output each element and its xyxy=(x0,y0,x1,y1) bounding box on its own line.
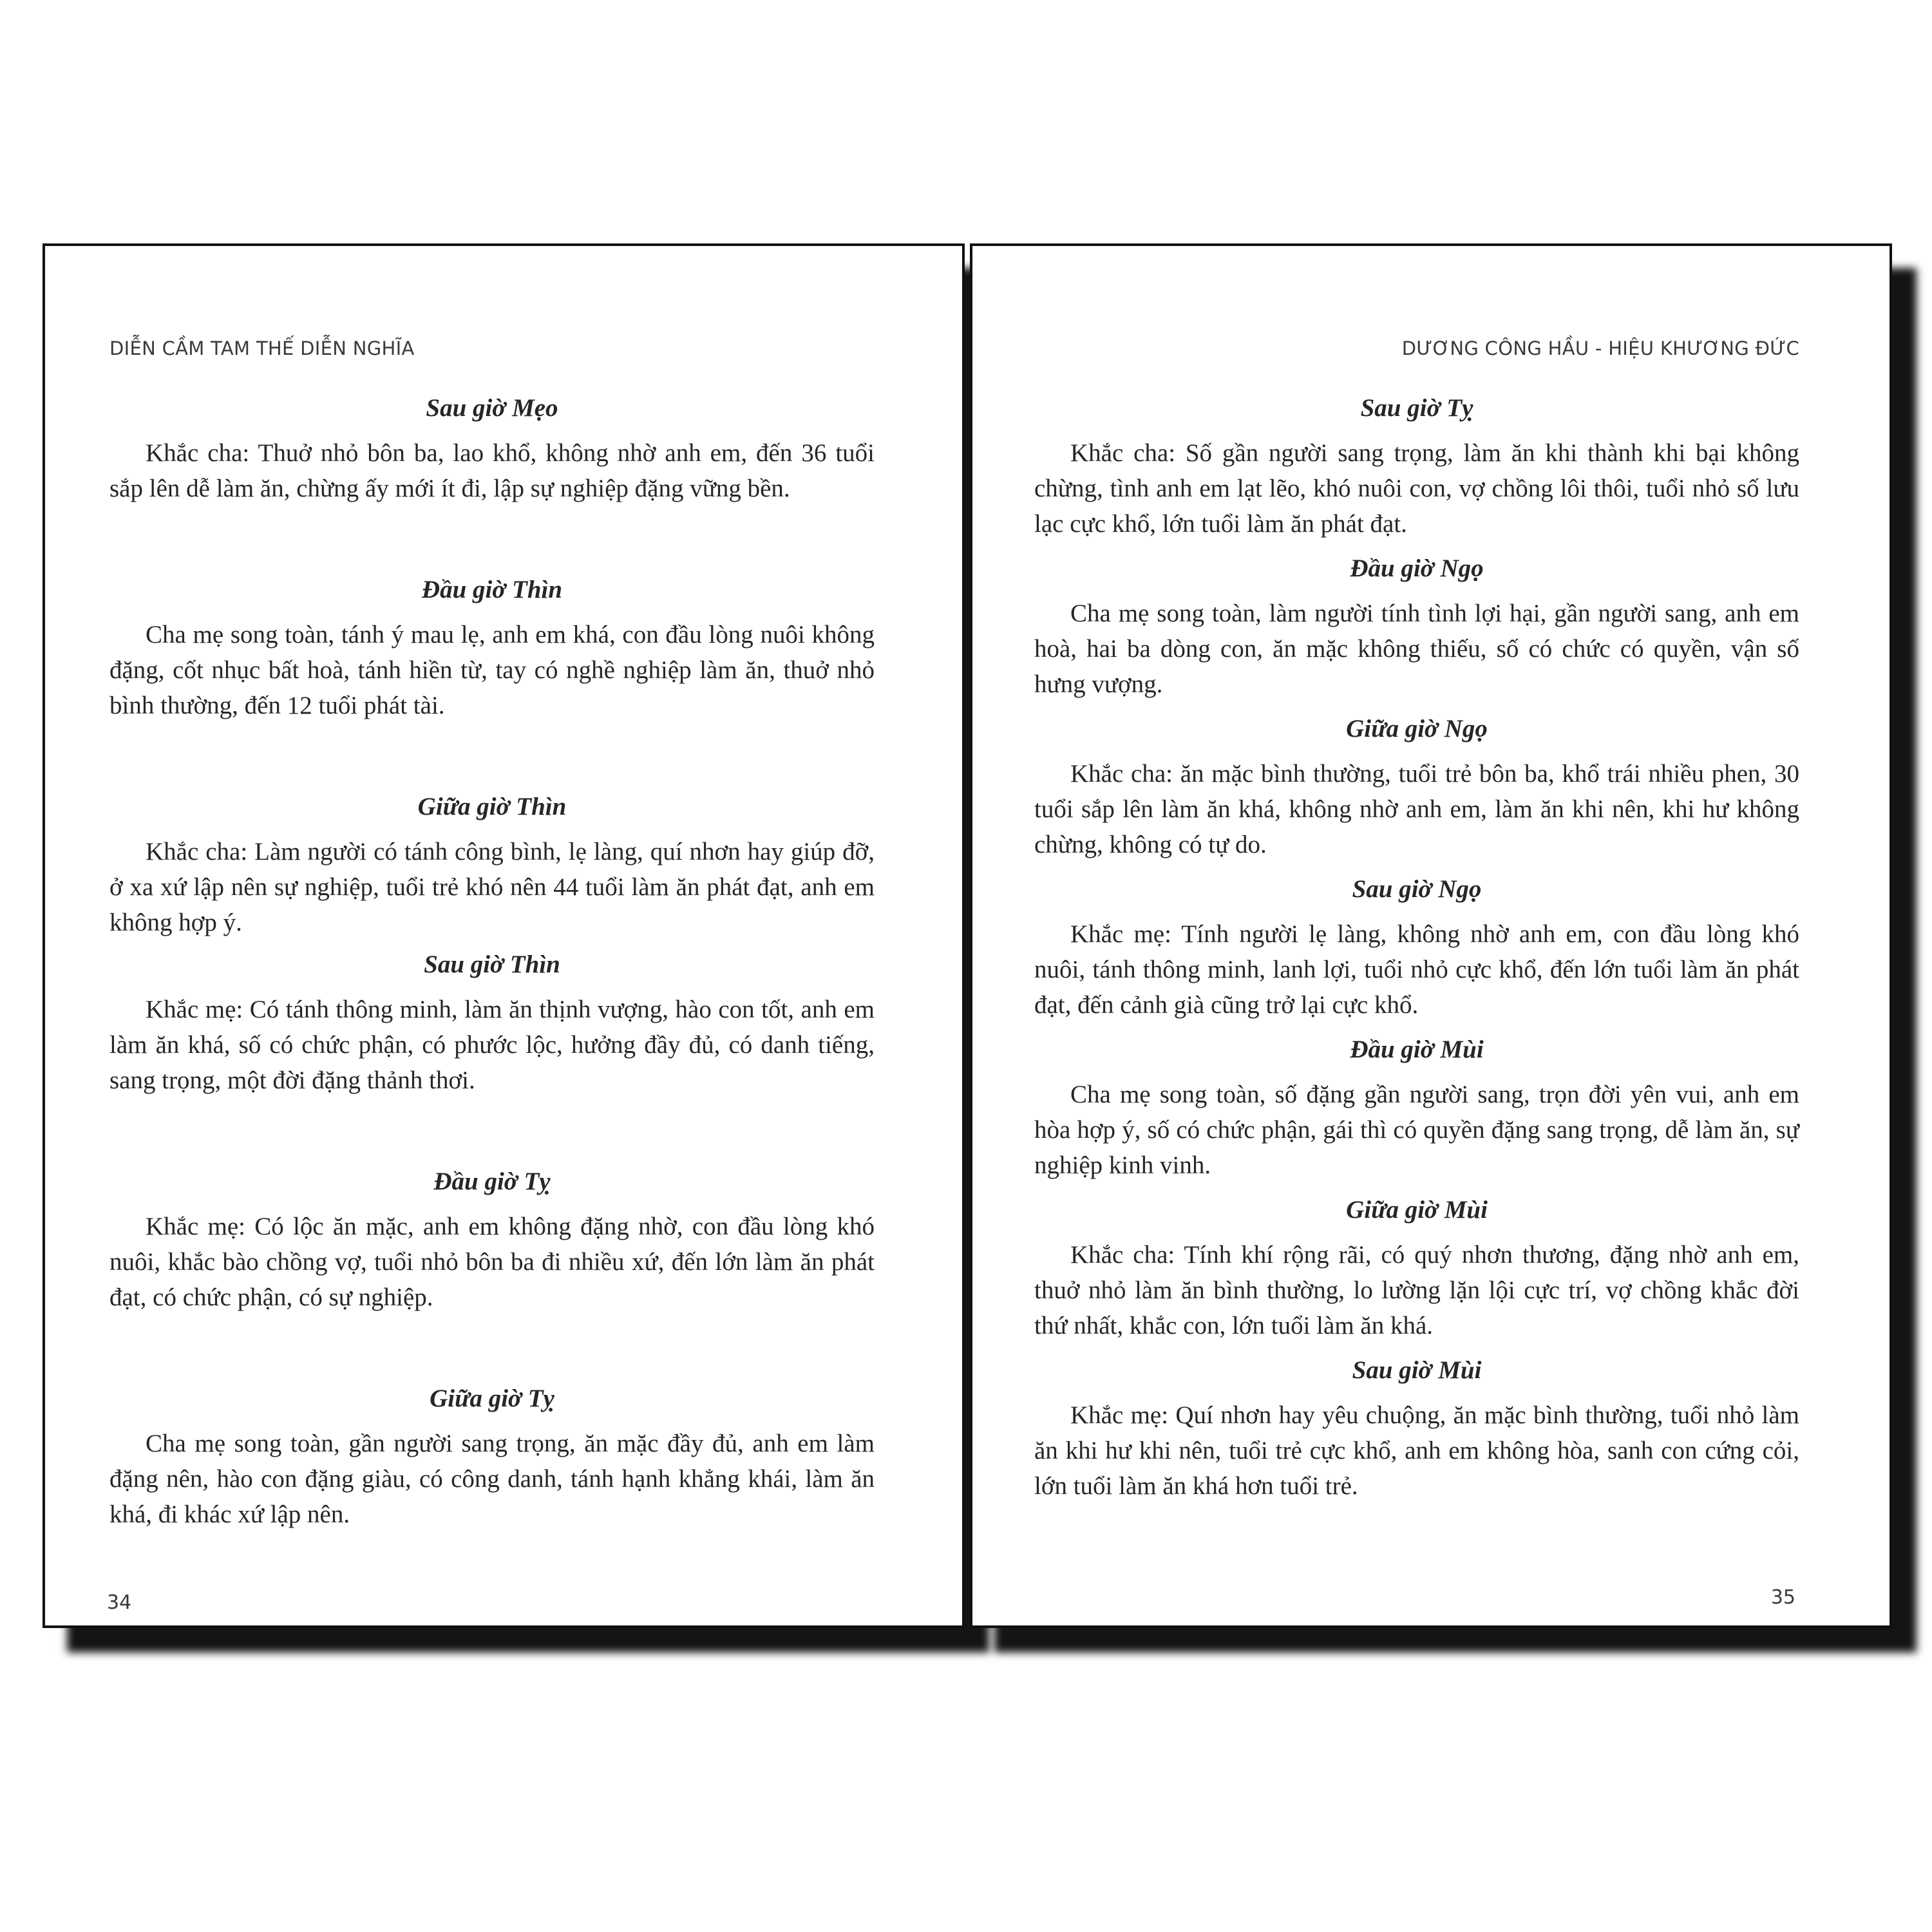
right-page-number: 35 xyxy=(1770,1586,1795,1609)
section-heading: Sau giờ Thìn xyxy=(424,951,560,978)
section-text: Khắc mẹ: Có tánh thông minh, làm ăn thịnh vượng, hào con tốt, anh em làm ăn khá, số có chức phận, có phước lộc, hưởng đầy đủ, có danh tiếng, sang trọng, một đời đặng thảnh thơi. xyxy=(109,996,875,1094)
section-heading: Đầu giờ Mùi xyxy=(1350,1036,1484,1063)
section-heading: Đầu giờ Thìn xyxy=(421,576,563,603)
section-heading: Sau giờ Mùi xyxy=(1352,1356,1482,1384)
section-sau-gio-ngo xyxy=(1034,871,1799,1023)
section-text: Khắc mẹ: Quí nhơn hay yêu chuộng, ăn mặc bình thường, tuổi nhỏ làm ăn khi hư khi nên, tuổi trẻ cực khổ, anh em không hòa, sanh con cứng cỏi, lớn tuổi làm ăn khá hơn tuổi trẻ. xyxy=(1034,1401,1799,1500)
section-heading: Giữa giờ Ngọ xyxy=(1346,715,1488,743)
left-body xyxy=(109,390,875,1598)
section-heading: Giữa giờ Tỵ xyxy=(430,1385,554,1412)
right-page xyxy=(970,243,1892,1628)
section-sau-gio-thin xyxy=(109,947,875,1098)
section-text: Cha mẹ song toàn, số đặng gần người sang, trọn đời yên vui, anh em hòa hợp ý, số có chức phận, gái thì có quyền đặng sang trọng, dễ làm ăn, sự nghiệp kinh vinh. xyxy=(1034,1081,1799,1179)
section-text: Khắc cha: Thuở nhỏ bôn ba, lao khổ, không nhờ anh em, đến 36 tuổi sắp lên dễ làm ăn, chừng ấy mới ít đi, lập sự nghiệp đặng vững bền. xyxy=(109,439,875,502)
section-sau-gio-meo xyxy=(109,390,875,506)
section-dau-gio-ngo xyxy=(1034,551,1799,702)
section-heading: Sau giờ Ngọ xyxy=(1352,875,1482,903)
left-running-head: DIỄN CẦM TAM THẾ DIỄN NGHĨA xyxy=(109,337,415,359)
section-dau-gio-thin xyxy=(109,572,875,723)
section-heading: Đầu giờ Tỵ xyxy=(433,1168,551,1195)
right-running-head: DƯƠNG CÔNG HẦU - HIỆU KHƯƠNG ĐỨC xyxy=(1401,337,1799,359)
section-giua-gio-ngo xyxy=(1034,711,1799,862)
section-text: Cha mẹ song toàn, làm người tính tình lợi hại, gần người sang, anh em hoà, hai ba dòng con, ăn mặc không thiếu, số có chức có quyền, vận số hưng vượng. xyxy=(1034,600,1799,698)
section-dau-gio-ty xyxy=(109,1164,875,1315)
section-text: Khắc mẹ: Có lộc ăn mặc, anh em không đặng nhờ, con đầu lòng khó nuôi, khắc bào chồng vợ, tuổi nhỏ bôn ba đi nhiều xứ, đến lớn làm ăn phát đạt, có chức phận, có sự nghiệp. xyxy=(109,1213,875,1311)
section-text: Khắc mẹ: Tính người lẹ làng, không nhờ anh em, con đầu lòng khó nuôi, tánh thông minh, lanh lợi, tuổi nhỏ cực khổ, đến lớn tuổi làm ăn phát đạt, đến cảnh già cũng trở lại cực khổ. xyxy=(1034,920,1799,1019)
section-heading: Giữa giờ Thìn xyxy=(417,793,567,820)
section-text: Cha mẹ song toàn, gần người sang trọng, ăn mặc đầy đủ, anh em làm đặng nên, hào con đặng giàu, có công danh, tánh hạnh khẳng khái, làm ăn khá, đi khác xứ lập nên. xyxy=(109,1430,875,1528)
left-page-number: 34 xyxy=(107,1591,132,1614)
section-heading: Giữa giờ Mùi xyxy=(1346,1196,1488,1224)
section-text: Khắc cha: Số gần người sang trọng, làm ăn khi thành khi bại không chừng, tình anh em lạt lẽo, khó nuôi con, vợ chồng lôi thôi, tuổi nhỏ số lưu lạc cực khổ, lớn tuổi làm ăn phát đạt. xyxy=(1034,439,1799,538)
section-text: Khắc cha: Tính khí rộng rãi, có quý nhơn thương, đặng nhờ anh em, thuở nhỏ làm ăn bình thường, lo lường lặn lội cực trí, vợ chồng khắc đời thứ nhất, khắc con, lớn tuổi làm ăn khá. xyxy=(1034,1241,1799,1340)
section-heading: Sau giờ Mẹo xyxy=(426,394,558,422)
section-dau-gio-mui xyxy=(1034,1032,1799,1183)
section-giua-gio-ty xyxy=(109,1381,875,1532)
section-text: Khắc cha: Làm người có tánh công bình, lẹ làng, quí nhơn hay giúp đỡ, ở xa xứ lập nên sự nghiệp, tuổi trẻ khó nên 44 tuổi làm ăn phát đạt, anh em không hợp ý. xyxy=(109,838,875,936)
section-heading: Đầu giờ Ngọ xyxy=(1350,554,1484,582)
section-text: Khắc cha: ăn mặc bình thường, tuổi trẻ bôn ba, khổ trái nhiều phen, 30 tuổi sắp lên làm ăn khá, không nhờ anh em, làm ăn khi nên, khi hư không chừng, không có tự do. xyxy=(1034,760,1799,858)
section-heading: Sau giờ Tỵ xyxy=(1360,394,1473,422)
section-giua-gio-thin xyxy=(109,789,875,940)
section-text: Cha mẹ song toàn, tánh ý mau lẹ, anh em khá, con đầu lòng nuôi không đặng, cốt nhục bất hoà, tánh hiền từ, tay có nghề nghiệp làm ăn, thuở nhỏ bình thường, đến 12 tuổi phát tài. xyxy=(109,621,875,719)
right-body xyxy=(1034,390,1799,1513)
section-giua-gio-mui xyxy=(1034,1192,1799,1343)
left-page xyxy=(43,243,965,1628)
section-sau-gio-mui xyxy=(1034,1352,1799,1504)
section-sau-gio-ty xyxy=(1034,390,1799,542)
